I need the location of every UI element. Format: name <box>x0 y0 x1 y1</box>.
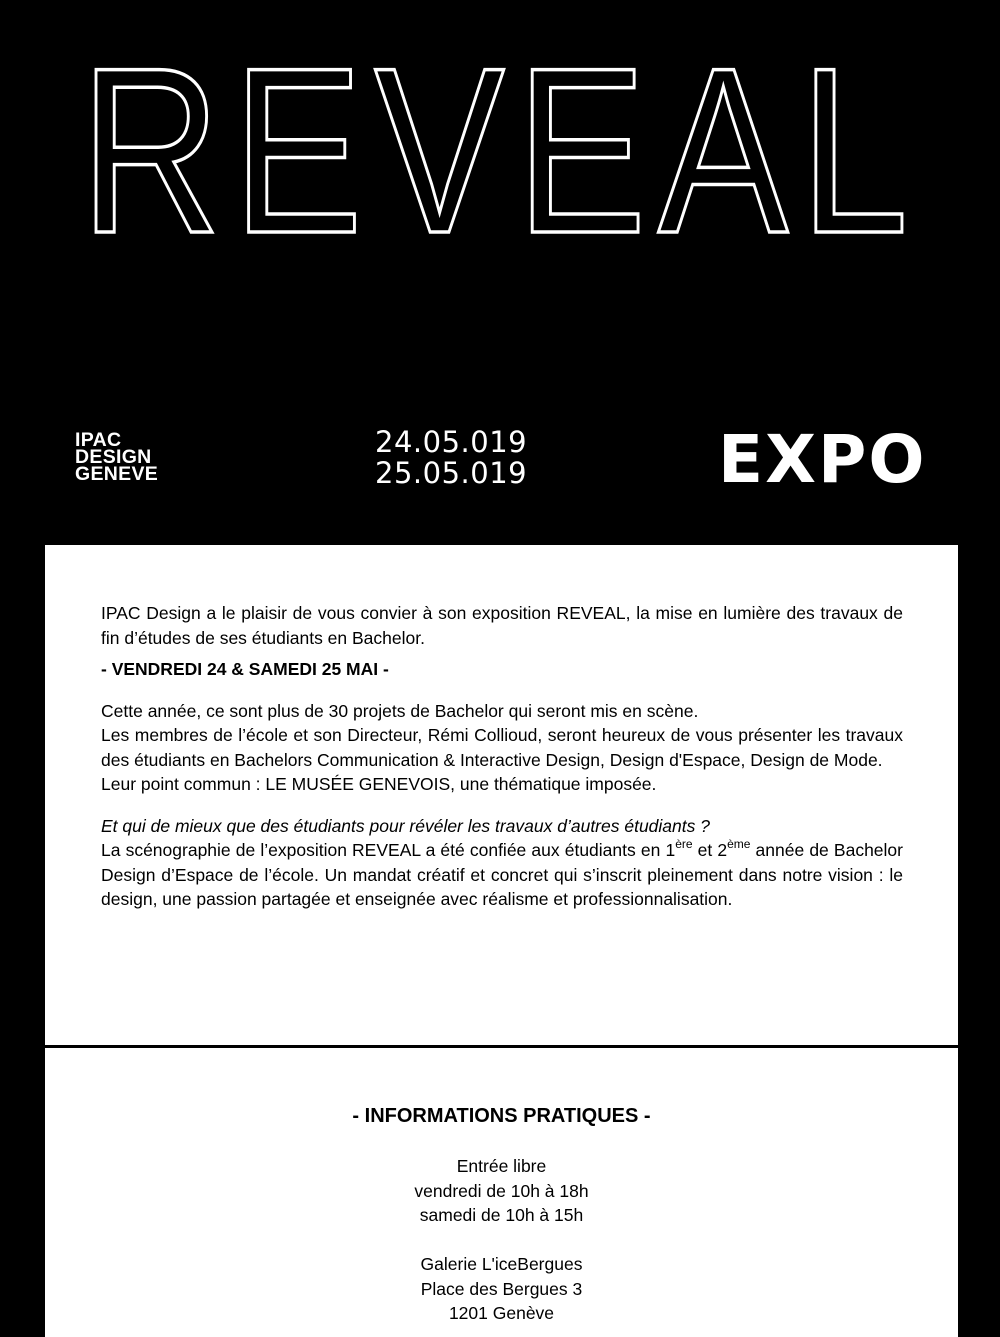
text-span: année de Bachelor Design d’Espace de l’école. Un mandat créatif et concret qui s’inscrit pleinement dans notre vision : le design, une passion partagée et enseignée avec réalisme et professionnalisation. <box>101 840 903 909</box>
school-logo-line: GENEVE <box>75 463 159 485</box>
intro-paragraph <box>101 838 903 912</box>
school-logo-line: IPAC <box>75 429 122 451</box>
info-details <box>45 1154 958 1326</box>
event-type-label: EXPO <box>718 421 927 498</box>
date-start: 24.05.019 <box>375 425 528 459</box>
intro-paragraph: IPAC Design a le plaisir de vous convier à son exposition REVEAL, la mise en lumière des travaux de fin d’études de ses étudiants en Bachelor. <box>101 603 903 648</box>
info-title: - INFORMATIONS PRATIQUES - <box>352 1105 651 1127</box>
text-span: La scénographie de l’exposition REVEAL a été confiée aux étudiants en 1 <box>101 840 676 860</box>
hero-banner <box>0 0 1000 545</box>
intro-question: Et qui de mieux que des étudiants pour révéler les travaux d’autres étudiants ? <box>101 815 710 836</box>
info-panel <box>45 1048 958 1337</box>
reveal-title-logo <box>80 19 930 283</box>
venue-name: Galerie L'iceBergues <box>420 1254 583 1274</box>
venue-street: Place des Bergues 3 <box>420 1278 583 1299</box>
event-dates-line: - VENDREDI 24 & SAMEDI 25 MAI - <box>101 659 389 679</box>
spacer <box>45 1228 958 1253</box>
entry-info: Entrée libre <box>456 1156 547 1176</box>
event-dates <box>375 427 527 489</box>
hours-saturday: samedi de 10h à 15h <box>419 1205 584 1225</box>
intro-paragraph: Cette année, ce sont plus de 30 projets de Bachelor qui seront mis en scène. <box>101 700 699 721</box>
school-logo-line: DESIGN <box>75 446 152 468</box>
text-span: et 2 <box>692 840 728 860</box>
school-logo <box>75 429 159 485</box>
hours-friday: vendredi de 10h à 18h <box>414 1180 589 1201</box>
superscript: ème <box>727 837 751 851</box>
superscript: ère <box>675 837 693 851</box>
date-end: 25.05.019 <box>375 456 528 490</box>
reveal-title: REVEAL <box>80 19 920 283</box>
intro-text <box>101 601 903 912</box>
intro-paragraph: Leur point commun : LE MUSÉE GENEVOIS, une thématique imposée. <box>101 774 657 794</box>
venue-city: 1201 Genève <box>448 1303 555 1323</box>
intro-paragraph: Les membres de l’école et son Directeur, Rémi Collioud, seront heureux de vous présenter les travaux des étudiants en Bachelors Communication & Interactive Design, Design d'Espace, Design de Mode. <box>101 725 903 770</box>
intro-panel <box>45 545 958 1045</box>
